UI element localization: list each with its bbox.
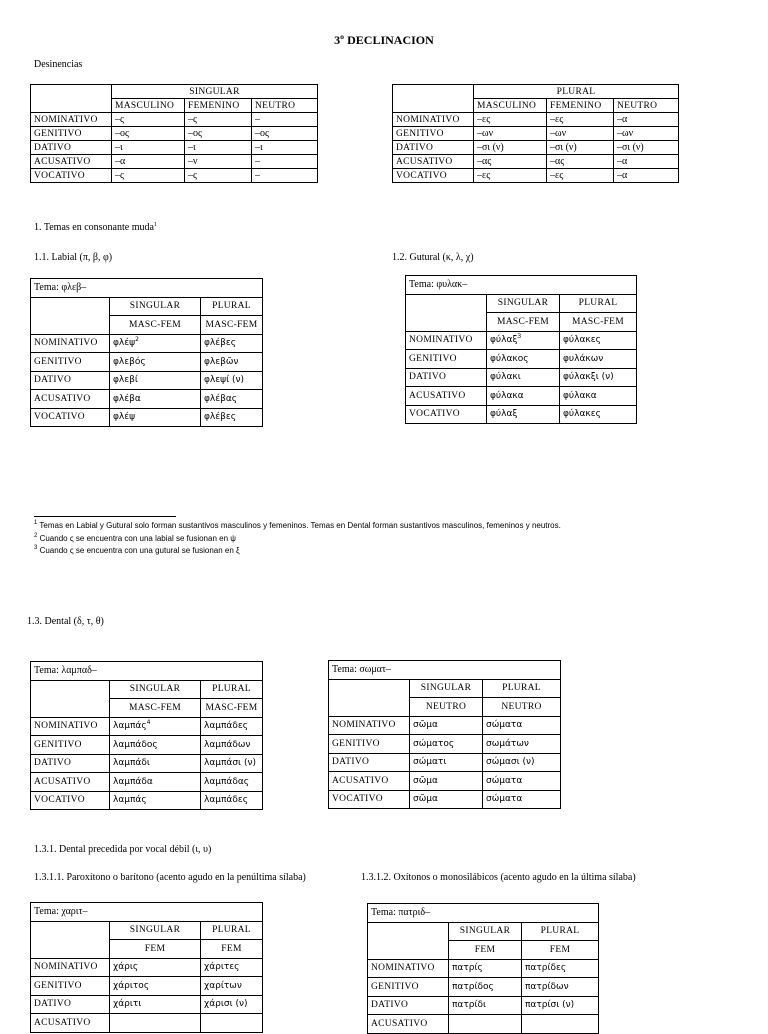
section-heading: 1.3. Dental (δ, τ, θ) [27,616,104,627]
table-row: ACUSATIVO λαμπάδα λαμπάδας [31,773,263,792]
charit-table: Tema: χαριτ– SINGULAR PLURAL FEM FEM NOMINATIVO χάρις χάριτες GENITIVO χάριτος χαρίτων DATIVO χάριτι χάρισι (ν) ACUSATIVO [30,902,263,1033]
tema-label: Tema: σωματ– [329,661,561,680]
somat-table: Tema: σωματ– SINGULAR PLURAL NEUTRO NEUTRO NOMINATIVO σῶμα σώματα GENITIVO σώματος σωμάτων DATIVO σώματι σώμασι (ν) ACUSATIVO σῶμα σώματα VOCATIVO σῶμα σώματα [328,660,561,809]
footnote: $^2$ Cuando ς se encuentra con una labial se fusionan en ψ [34,533,236,543]
table-row: VOCATIVO –ες –ες –α [393,169,679,183]
footnote: $^3$ Cuando ς se encuentra con una gutural se fusionan en ξ [34,545,240,555]
footnote: $^1$ Temas en Labial y Gutural solo forman sustantivos masculinos y femeninos. Temas en Dental forman sustantivos masculinos, femeninos y neutros. [34,520,561,530]
table-row: DATIVO πατρίδι πατρίσι (ν) [368,996,599,1015]
table-row: GENITIVO πατρίδος πατρίδων [368,978,599,997]
labial-table: Tema: φλεβ– SINGULAR PLURAL MASC-FEM MASC-FEM NOMINATIVO φλέψ$^2$ φλέβες GENITIVO φλεβός φλεβῶν DATIVO φλεβί φλεψί (ν) ACUSATIVO φλέβα φλέβας VOCATIVO φλέψ φλέβες [30,278,263,427]
desinencias-label: Desinencias [34,59,83,70]
table-row: DATIVO –ι –ι –ι [31,141,318,155]
table-row: NOMINATIVO σῶμα σώματα [329,716,561,735]
tema-label: Tema: λαμπαδ– [31,662,263,681]
section-heading: 1. Temas en consonante muda$^1$ [34,222,157,233]
table-row: DATIVO φύλακι φύλακξι (ν) [406,368,637,387]
table-row: VOCATIVO λαμπάς λαμπάδες [31,791,263,810]
table-row: VOCATIVO φλέψ φλέβες [31,408,263,427]
table-row: NOMINATIVO –ες –ες –α [393,113,679,127]
table-row: NOMINATIVO φλέψ$^2$ φλέβες [31,334,263,353]
gutural-table: Tema: φυλακ– SINGULAR PLURAL MASC-FEM MASC-FEM NOMINATIVO φύλαξ$^3$ φύλακες GENITIVO φύλακος φυλάκων DATIVO φύλακι φύλακξι (ν) ACUSATIVO φύλακα φύλακα VOCATIVO φύλαξ φύλακες [405,275,637,424]
table-row: DATIVO χάριτι χάρισι (ν) [31,995,263,1014]
table-row: VOCATIVO σῶμα σώματα [329,790,561,809]
table-row: ACUSATIVO φύλακα φύλακα [406,387,637,406]
desinencias-plural-table: PLURAL MASCULINO FEMENINO NEUTRO NOMINATIVO –ες –ες –α GENITIVO –ων –ων –ων DATIVO –σι (ν) –σι (ν) –σι (ν) ACUSATIVO –ας –ας –α VOCATIVO –ες –ες –α [392,84,679,183]
table-row: ACUSATIVO –ας –ας –α [393,155,679,169]
table-row: GENITIVO λαμπάδος λαμπάδων [31,736,263,755]
table-row: GENITIVO φύλακος φυλάκων [406,350,637,369]
tema-label: Tema: φλεβ– [31,279,263,298]
table-row: DATIVO –σι (ν) –σι (ν) –σι (ν) [393,141,679,155]
table-row: ACUSATIVO [368,1015,599,1034]
tema-label: Tema: πατριδ– [368,904,599,923]
section-heading: 1.3.1.2. Oxítonos o monosilábicos (acento agudo en la última sílaba) [361,872,636,883]
table-row: ACUSATIVO σῶμα σώματα [329,772,561,791]
table-row: ACUSATIVO [31,1014,263,1033]
table-row: GENITIVO φλεβός φλεβῶν [31,353,263,372]
patrid-table: Tema: πατριδ– SINGULAR PLURAL FEM FEM NOMINATIVO πατρίς πατρίδες GENITIVO πατρίδος πατρίδων DATIVO πατρίδι πατρίσι (ν) ACUSATIVO [367,903,599,1034]
table-row: DATIVO σώματι σώμασι (ν) [329,753,561,772]
table-row: GENITIVO χάριτος χαρίτων [31,977,263,996]
section-heading: 1.1. Labial (π, β, φ) [34,252,113,263]
section-heading: 1.2. Gutural (κ, λ, χ) [392,252,474,263]
section-heading: 1.3.1.1. Paroxítono o barítono (acento agudo en la penúltima sílaba) [34,872,306,883]
page-title: 3º DECLINACION [334,33,434,47]
lampad-table: Tema: λαμπαδ– SINGULAR PLURAL MASC-FEM MASC-FEM NOMINATIVO λαμπάς$^4$ λαμπάδες GENITIVO λαμπάδος λαμπάδων DATIVO λαμπάδι λαμπάσι (ν) ACUSATIVO λαμπάδα λαμπάδας VOCATIVO λαμπάς λαμπάδες [30,661,263,810]
tema-label: Tema: φυλακ– [406,276,637,295]
footnote-separator [34,516,176,517]
table-row: NOMINATIVO χάρις χάριτες [31,958,263,977]
table-row: DATIVO φλεβί φλεψί (ν) [31,371,263,390]
desinencias-singular-table: SINGULAR MASCULINO FEMENINO NEUTRO NOMINATIVO –ς –ς – GENITIVO –ος –ος –ος DATIVO –ι –ι –ι ACUSATIVO –α –ν – VOCATIVO –ς –ς – [30,84,318,183]
table-row: NOMINATIVO φύλαξ$^3$ φύλακες [406,331,637,350]
table-row: ACUSATIVO –α –ν – [31,155,318,169]
table-row: NOMINATIVO –ς –ς – [31,113,318,127]
table-row: VOCATIVO –ς –ς – [31,169,318,183]
table-row: NOMINATIVO λαμπάς$^4$ λαμπάδες [31,717,263,736]
table-row: NOMINATIVO πατρίς πατρίδες [368,959,599,978]
table-row: DATIVO λαμπάδι λαμπάσι (ν) [31,754,263,773]
table-row: GENITIVO –ων –ων –ων [393,127,679,141]
section-heading: 1.3.1. Dental precedida por vocal débil (ι, υ) [34,844,212,855]
table-row: VOCATIVO φύλαξ φύλακες [406,405,637,424]
table-row: GENITIVO σώματος σωμάτων [329,735,561,754]
table-row: GENITIVO –ος –ος –ος [31,127,318,141]
table-row: ACUSATIVO φλέβα φλέβας [31,390,263,409]
tema-label: Tema: χαριτ– [31,903,263,922]
